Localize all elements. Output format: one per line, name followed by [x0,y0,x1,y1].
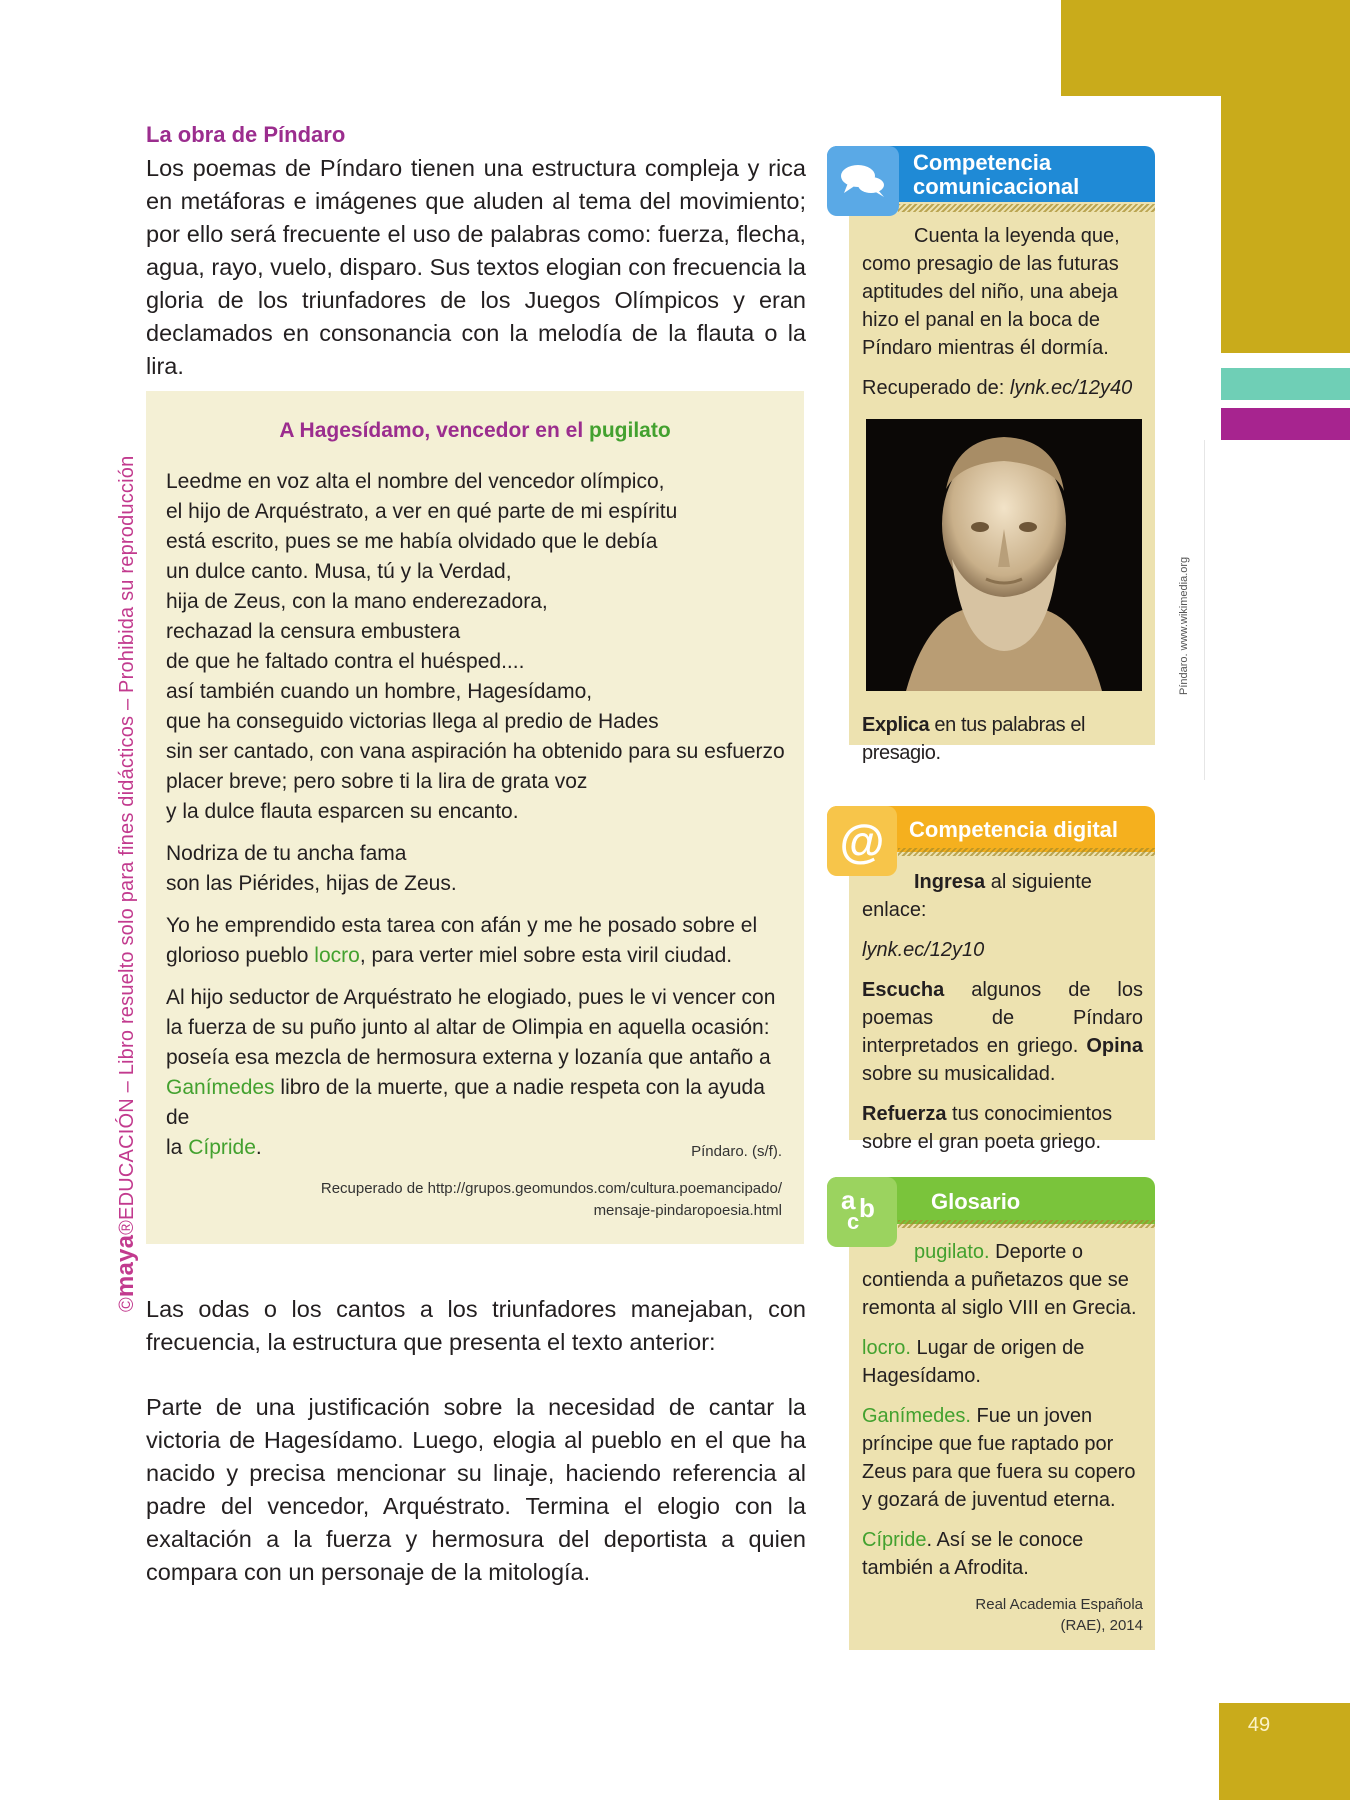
poem-text: la [166,1136,189,1159]
header-hatch [898,1220,1155,1228]
poem-line: Nodriza de tu ancha fama [166,842,407,865]
poem-text: glorioso pueblo [166,944,315,967]
legend-paragraph: Cuenta la leyenda que, como presagio de las futuras aptitudes del niño, una abeja hizo el panal en la boca de Píndaro mientras él dormía. [862,225,1120,359]
copyright-text: EDUCACIÓN – Libro resuelto solo para fines didácticos – Prohibida su reproducción [116,455,138,1220]
poem-title-highlight: pugilato [589,419,671,442]
glossary-term-cipride: Cípride [188,1136,256,1159]
poem-stanza-2 [166,839,791,899]
poem-line: son las Piérides, hijas de Zeus. [166,872,457,895]
digital-line [862,868,1143,924]
poem-line: placer breve; pero sobre ti la lira de grata voz [166,770,588,793]
poem-box [146,391,804,1244]
poem-line [166,1073,791,1133]
glossary-entry [862,1334,1143,1390]
glossary-source-line: Real Academia Española [975,1596,1143,1613]
speech-bubble-icon [827,146,899,216]
poem-text: libro de la muerte, que a nadie respeta con la ayuda de [166,1076,765,1129]
header-hatch [898,848,1155,856]
photo-credit: Píndaro. www.wikimedia.org [1178,556,1190,695]
poem-line: sin ser cantado, con vana aspiración ha obtenido para su esfuerzo [166,740,785,763]
poem-line: el hijo de Arquéstrato, a ver en qué parte de mi espíritu [166,500,678,523]
glossary-icon-letter: c [847,1209,860,1234]
glossary-entry [862,1402,1143,1514]
glossary-definition: Deporte o contienda a puñetazos que se remonta al siglo VIII en Grecia. [862,1241,1137,1319]
glossary-definition: . Así se le conoce también a Afrodita. [862,1529,1084,1579]
poem-credit: Píndaro. (s/f). [691,1143,782,1160]
digital-line-text: al siguiente enlace: [862,871,1092,921]
poem-line [166,941,791,971]
poem-line: que ha conseguido victorias llega al predio de Hades [166,710,659,733]
poem-stanza-1 [166,467,791,827]
digital-verb: Refuerza [862,1103,947,1125]
brand-logo: maya [112,1234,139,1298]
poem-body [166,467,791,1175]
comunicacional-title-line: Competencia [913,150,1052,175]
bottom-paragraph: Parte de una justificación sobre la necesidad de cantar la victoria de Hagesídamo. Luego, elogia al pueblo en el que ha nacido y precisa mencionar su linaje, haciendo referencia al padre del vencedor, Arquéstrato. Termina el elogio con la exaltación a la fuerza y hermosura del deportista a quien compara con un personaje de la mitología. [146,1394,806,1585]
bottom-text [146,1293,806,1589]
glossary-term: pugilato. [914,1241,990,1263]
poem-line: un dulce canto. Musa, tú y la Verdad, [166,560,512,583]
poem-line: la fuerza de su puño junto al altar de Olimpia en aquella ocasión: [166,1016,770,1039]
glossary-icon-letter: b [859,1193,875,1223]
glossary-icon-letter: a [841,1185,856,1215]
bottom-paragraph: Las odas o los cantos a los triunfadores manejaban, con frecuencia, la estructura que presenta el texto anterior: [146,1296,806,1355]
pindaro-portrait [866,419,1142,691]
poem-source-line: mensaje-pindaropoesia.html [593,1202,782,1219]
poem-stanza-4 [166,983,791,1163]
copyright-strip [112,456,140,1312]
poem-title [146,419,804,443]
poem-line: rechazad la censura embustera [166,620,461,643]
poem-title-text: A Hagesídamo, vencedor en el [279,419,584,442]
poem-text: . [255,1136,262,1159]
poem-line: y la dulce flauta esparcen su encanto. [166,800,519,823]
poem-line: está escrito, pues se me había olvidado que le debía [166,530,658,553]
poem-line: Al hijo seductor de Arquéstrato he elogiado, pues le vi vencer con [166,986,776,1009]
poem-stanza-3 [166,911,791,971]
at-sign-icon: @ [827,806,897,876]
digital-text [862,868,1143,1168]
glossary-term: locro. [862,1337,911,1359]
comunicacional-text [862,222,1143,414]
source-label: Recuperado de: [862,377,1010,399]
page-number: 49 [1247,1714,1271,1736]
poem-line: Leedme en voz alta el nombre del vencedor olímpico, [166,470,665,493]
poem-line: poseía esa mezcla de hermosura externa y lozanía que antaño a [166,1046,771,1069]
glossary-definition: Fue un joven príncipe que fue raptado por Zeus para que fuera su copero y gozará de juventud eterna. [862,1405,1136,1511]
digital-title: Competencia digital [909,817,1119,842]
glossary-term: Cípride [862,1529,927,1551]
copyright-symbol: © [116,1297,138,1312]
glossary-definition: Lugar de origen de Hagesídamo. [862,1337,1085,1387]
magenta-tab [1221,408,1350,440]
glossary-term-locro: locro [314,944,360,967]
poem-line: así también cuando un hombre, Hagesídamo, [166,680,593,703]
comunicacional-title-line: comunicacional [913,174,1080,199]
divider [1204,440,1205,780]
digital-text-span: sobre su musicalidad. [862,1063,1056,1085]
source-line [862,374,1143,402]
glossary-entries [862,1238,1143,1636]
glossary-entry [862,1526,1143,1582]
digital-link[interactable]: lynk.ec/12y10 [862,939,985,961]
digital-text-span: algunos de los poemas de Píndaro interpretados en griego. [862,979,1143,1057]
section-title: La obra de Píndaro [146,122,346,147]
poem-line: hija de Zeus, con la mano enderezadora, [166,590,548,613]
glossary-source [862,1594,1143,1636]
digital-text-span: tus conocimientos sobre el gran poeta griego. [862,1103,1113,1153]
task-verb: Explica [862,714,930,736]
digital-verb: Escucha [862,979,945,1001]
digital-paragraph [862,1100,1143,1156]
glossary-icon [827,1177,897,1247]
glossary-entry [862,1238,1143,1322]
intro-paragraph: Los poemas de Píndaro tienen una estructura compleja y rica en metáforas e imágenes que aluden al tema del movimiento; por ello será frecuente el uso de palabras como: fuerza, flecha, agua, rayo, vuelo, disparo. Sus textos elogian con frecuencia la gloria de los triunfadores de los Juegos Olímpicos y eran declamados en consonancia con la melodía de la flauta o la lira. [146,155,806,379]
glossary-term-ganimedes: Ganímedes [166,1076,275,1099]
poem-text: , para verter miel sobre esta viril ciudad. [359,944,733,967]
source-link[interactable]: lynk.ec/12y40 [1009,377,1133,399]
header-hatch [898,204,1155,212]
poem-source-line: Recuperado de http://grupos.geomundos.com/cultura.poemancipado/ [320,1180,782,1197]
glossary-term: Ganímedes. [862,1405,971,1427]
digital-verb: Ingresa [914,871,986,893]
presagio-task [862,711,1143,779]
glossary-title: Glosario [931,1189,1021,1214]
registered-mark: ® [116,1219,138,1235]
glossary-source-line: (RAE), 2014 [1060,1617,1143,1634]
task-line [862,711,1143,767]
poem-source [182,1178,782,1222]
comunicacional-title [913,151,1079,199]
poem-line: Yo he emprendido esta tarea con afán y me he posado sobre el [166,914,758,937]
digital-paragraph [862,976,1143,1088]
task-text: en tus palabras el presagio. [862,714,1086,764]
poem-line: de que he faltado contra el huésped.... [166,650,525,673]
digital-verb: Opina [1086,1035,1143,1057]
teal-tab [1221,368,1350,400]
main-column [146,122,806,383]
